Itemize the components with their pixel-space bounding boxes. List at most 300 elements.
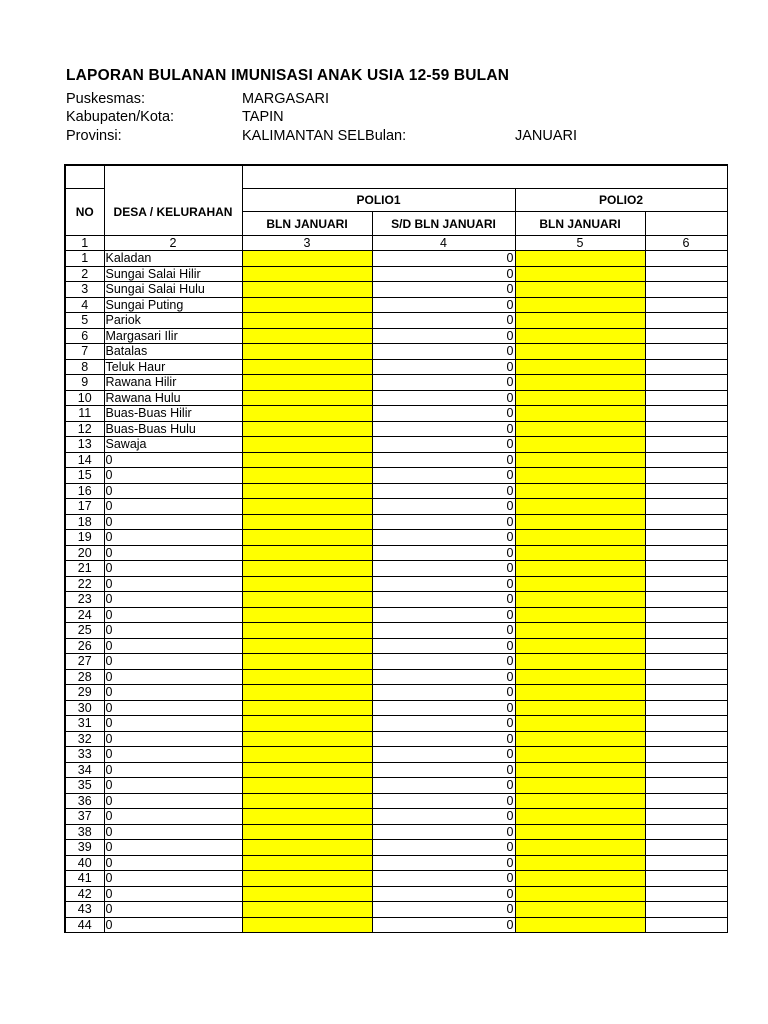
table-row — [65, 592, 727, 608]
row-polio1-sd-value: 0 — [372, 716, 515, 732]
row-polio1-sd-value: 0 — [372, 793, 515, 809]
row-no: 24 — [65, 607, 104, 623]
row-no: 19 — [65, 530, 104, 546]
row-polio1-sd-value: 0 — [372, 313, 515, 329]
table-row — [65, 716, 727, 732]
row-desa: 0 — [104, 592, 242, 608]
report-title: LAPORAN BULANAN IMUNISASI ANAK USIA 12-59 BULAN — [66, 67, 510, 84]
row-polio1-bln-input[interactable] — [242, 483, 372, 499]
row-desa: Kaladan — [104, 251, 242, 267]
row-desa: 0 — [104, 452, 242, 468]
row-polio1-sd-value: 0 — [372, 359, 515, 375]
row-polio2-next — [645, 266, 727, 282]
row-polio1-sd-value: 0 — [372, 251, 515, 267]
row-no: 43 — [65, 902, 104, 918]
row-polio1-bln-input[interactable] — [242, 545, 372, 561]
row-desa: Pariok — [104, 313, 242, 329]
row-polio2-bln-input[interactable] — [515, 731, 645, 747]
table-row — [65, 437, 727, 453]
row-no: 6 — [65, 328, 104, 344]
row-polio1-sd-value: 0 — [372, 545, 515, 561]
row-no: 30 — [65, 700, 104, 716]
row-polio2-next — [645, 731, 727, 747]
row-desa: 0 — [104, 809, 242, 825]
row-polio2-next — [645, 669, 727, 685]
row-polio2-next — [645, 592, 727, 608]
row-polio2-next — [645, 576, 727, 592]
row-polio2-next — [645, 313, 727, 329]
row-polio2-bln-input[interactable] — [515, 793, 645, 809]
table-body — [65, 251, 727, 933]
row-polio2-bln-input[interactable] — [515, 545, 645, 561]
row-polio1-bln-input[interactable] — [242, 654, 372, 670]
row-desa: 0 — [104, 545, 242, 561]
row-polio2-bln-input[interactable] — [515, 654, 645, 670]
row-polio2-next — [645, 917, 727, 933]
row-desa: 0 — [104, 824, 242, 840]
row-polio2-bln-input[interactable] — [515, 623, 645, 639]
row-polio1-bln-input[interactable] — [242, 514, 372, 530]
row-desa: 0 — [104, 855, 242, 871]
row-polio2-bln-input[interactable] — [515, 282, 645, 298]
row-polio2-bln-input[interactable] — [515, 251, 645, 267]
row-polio1-bln-input[interactable] — [242, 855, 372, 871]
table-row — [65, 530, 727, 546]
row-polio1-bln-input[interactable] — [242, 359, 372, 375]
row-polio1-sd-value: 0 — [372, 576, 515, 592]
row-polio1-bln-input[interactable] — [242, 266, 372, 282]
row-polio2-next — [645, 902, 727, 918]
row-desa: 0 — [104, 700, 242, 716]
row-polio1-sd-value: 0 — [372, 762, 515, 778]
row-polio1-sd-value: 0 — [372, 638, 515, 654]
row-no: 39 — [65, 840, 104, 856]
row-polio2-bln-input[interactable] — [515, 716, 645, 732]
row-polio2-next — [645, 437, 727, 453]
row-polio2-bln-input[interactable] — [515, 530, 645, 546]
table-row — [65, 576, 727, 592]
row-polio2-bln-input[interactable] — [515, 607, 645, 623]
table-row — [65, 375, 727, 391]
row-polio2-next — [645, 855, 727, 871]
row-polio1-sd-value: 0 — [372, 390, 515, 406]
row-desa: 0 — [104, 638, 242, 654]
row-no: 15 — [65, 468, 104, 484]
row-polio2-bln-input[interactable] — [515, 561, 645, 577]
row-no: 34 — [65, 762, 104, 778]
row-polio1-sd-value: 0 — [372, 700, 515, 716]
row-polio1-bln-input[interactable] — [242, 886, 372, 902]
row-polio2-next — [645, 685, 727, 701]
row-polio2-next — [645, 452, 727, 468]
row-no: 27 — [65, 654, 104, 670]
row-polio1-sd-value: 0 — [372, 328, 515, 344]
table-row — [65, 902, 727, 918]
row-no: 33 — [65, 747, 104, 763]
row-polio2-next — [645, 871, 727, 887]
row-no: 32 — [65, 731, 104, 747]
row-no: 41 — [65, 871, 104, 887]
row-no: 36 — [65, 793, 104, 809]
row-no: 29 — [65, 685, 104, 701]
table-row — [65, 452, 727, 468]
row-no: 18 — [65, 514, 104, 530]
row-polio2-bln-input[interactable] — [515, 809, 645, 825]
row-polio2-next — [645, 638, 727, 654]
row-desa: Sungai Salai Hilir — [104, 266, 242, 282]
row-polio1-bln-input[interactable] — [242, 762, 372, 778]
row-polio1-sd-value: 0 — [372, 747, 515, 763]
col-number-2: 2 — [104, 236, 242, 251]
row-no: 17 — [65, 499, 104, 515]
row-polio2-bln-input[interactable] — [515, 421, 645, 437]
header-top-no — [65, 165, 104, 189]
row-polio1-sd-value: 0 — [372, 902, 515, 918]
row-polio1-bln-input[interactable] — [242, 747, 372, 763]
row-polio1-sd-value: 0 — [372, 685, 515, 701]
header-polio2: POLIO2 — [515, 189, 727, 212]
row-polio1-bln-input[interactable] — [242, 297, 372, 313]
row-polio2-bln-input[interactable] — [515, 871, 645, 887]
row-polio1-sd-value: 0 — [372, 917, 515, 933]
row-polio1-bln-input[interactable] — [242, 902, 372, 918]
table-row — [65, 421, 727, 437]
row-polio2-bln-input[interactable] — [515, 483, 645, 499]
table-row — [65, 359, 727, 375]
row-desa: 0 — [104, 902, 242, 918]
row-polio2-next — [645, 328, 727, 344]
row-polio1-bln-input[interactable] — [242, 840, 372, 856]
row-polio2-bln-input[interactable] — [515, 824, 645, 840]
row-polio2-next — [645, 716, 727, 732]
row-desa: 0 — [104, 468, 242, 484]
col-number-1: 1 — [65, 236, 104, 251]
row-polio1-sd-value: 0 — [372, 483, 515, 499]
row-polio2-bln-input[interactable] — [515, 437, 645, 453]
row-polio1-bln-input[interactable] — [242, 669, 372, 685]
row-polio2-next — [645, 251, 727, 267]
row-desa: 0 — [104, 514, 242, 530]
row-polio2-bln-input[interactable] — [515, 747, 645, 763]
row-no: 7 — [65, 344, 104, 360]
row-polio1-sd-value: 0 — [372, 468, 515, 484]
row-no: 23 — [65, 592, 104, 608]
table-row — [65, 561, 727, 577]
table-row — [65, 607, 727, 623]
row-desa: 0 — [104, 917, 242, 933]
col-number-4: 4 — [372, 236, 515, 251]
table-row — [65, 282, 727, 298]
row-polio1-bln-input[interactable] — [242, 778, 372, 794]
row-no: 12 — [65, 421, 104, 437]
row-polio2-bln-input[interactable] — [515, 685, 645, 701]
row-polio2-bln-input[interactable] — [515, 328, 645, 344]
row-polio1-bln-input[interactable] — [242, 623, 372, 639]
row-no: 11 — [65, 406, 104, 422]
row-polio2-next — [645, 390, 727, 406]
row-polio1-bln-input[interactable] — [242, 824, 372, 840]
row-polio2-bln-input[interactable] — [515, 375, 645, 391]
table-row — [65, 871, 727, 887]
row-polio2-next — [645, 762, 727, 778]
row-desa: 0 — [104, 499, 242, 515]
row-desa: 0 — [104, 886, 242, 902]
table-row — [65, 685, 727, 701]
row-polio1-sd-value: 0 — [372, 344, 515, 360]
table-row — [65, 328, 727, 344]
row-polio1-bln-input[interactable] — [242, 638, 372, 654]
row-desa: Rawana Hilir — [104, 375, 242, 391]
row-polio1-bln-input[interactable] — [242, 607, 372, 623]
table-row — [65, 638, 727, 654]
table-row — [65, 917, 727, 933]
table-row — [65, 390, 727, 406]
row-polio1-bln-input[interactable] — [242, 452, 372, 468]
col-number-6: 6 — [645, 236, 727, 251]
row-desa: 0 — [104, 685, 242, 701]
row-desa: Batalas — [104, 344, 242, 360]
row-polio1-bln-input[interactable] — [242, 282, 372, 298]
row-no: 42 — [65, 886, 104, 902]
row-polio2-bln-input[interactable] — [515, 576, 645, 592]
row-polio1-bln-input[interactable] — [242, 468, 372, 484]
row-polio2-next — [645, 654, 727, 670]
row-polio2-bln-input[interactable] — [515, 468, 645, 484]
row-polio2-bln-input[interactable] — [515, 344, 645, 360]
row-no: 37 — [65, 809, 104, 825]
row-polio2-next — [645, 483, 727, 499]
row-polio1-sd-value: 0 — [372, 623, 515, 639]
row-polio2-next — [645, 840, 727, 856]
row-desa: 0 — [104, 654, 242, 670]
row-no: 8 — [65, 359, 104, 375]
row-desa: Margasari Ilir — [104, 328, 242, 344]
row-polio1-bln-input[interactable] — [242, 592, 372, 608]
row-no: 26 — [65, 638, 104, 654]
row-polio2-bln-input[interactable] — [515, 917, 645, 933]
row-polio2-bln-input[interactable] — [515, 762, 645, 778]
row-polio2-bln-input[interactable] — [515, 313, 645, 329]
row-polio1-bln-input[interactable] — [242, 406, 372, 422]
header-polio1: POLIO1 — [242, 189, 515, 212]
row-polio1-sd-value: 0 — [372, 406, 515, 422]
row-polio2-bln-input[interactable] — [515, 297, 645, 313]
table-row — [65, 514, 727, 530]
row-no: 38 — [65, 824, 104, 840]
row-polio1-sd-value: 0 — [372, 421, 515, 437]
row-no: 5 — [65, 313, 104, 329]
row-polio1-sd-value: 0 — [372, 840, 515, 856]
table-row — [65, 545, 727, 561]
row-polio2-bln-input[interactable] — [515, 778, 645, 794]
table-row — [65, 824, 727, 840]
row-desa: Sungai Salai Hulu — [104, 282, 242, 298]
row-polio2-next — [645, 375, 727, 391]
row-polio1-bln-input[interactable] — [242, 561, 372, 577]
row-desa: 0 — [104, 762, 242, 778]
table-row — [65, 468, 727, 484]
row-polio2-bln-input[interactable] — [515, 390, 645, 406]
header-no: NO — [65, 189, 104, 236]
table-row — [65, 793, 727, 809]
kabupaten-value: TAPIN — [242, 109, 284, 125]
row-polio1-bln-input[interactable] — [242, 917, 372, 933]
row-desa: 0 — [104, 576, 242, 592]
row-polio1-sd-value: 0 — [372, 375, 515, 391]
row-no: 4 — [65, 297, 104, 313]
row-polio2-next — [645, 793, 727, 809]
table-row — [65, 762, 727, 778]
row-no: 3 — [65, 282, 104, 298]
row-polio1-sd-value: 0 — [372, 452, 515, 468]
row-no: 9 — [65, 375, 104, 391]
row-desa: 0 — [104, 483, 242, 499]
row-polio1-bln-input[interactable] — [242, 328, 372, 344]
table-row — [65, 840, 727, 856]
row-polio1-bln-input[interactable] — [242, 530, 372, 546]
row-polio1-bln-input[interactable] — [242, 809, 372, 825]
row-no: 40 — [65, 855, 104, 871]
row-polio1-sd-value: 0 — [372, 886, 515, 902]
row-polio2-next — [645, 468, 727, 484]
row-no: 21 — [65, 561, 104, 577]
row-desa: 0 — [104, 871, 242, 887]
row-polio2-next — [645, 297, 727, 313]
table-row — [65, 344, 727, 360]
row-polio1-sd-value: 0 — [372, 297, 515, 313]
header-bln-januari-2: BLN JANUARI — [515, 212, 645, 236]
row-polio2-next — [645, 824, 727, 840]
col-number-5: 5 — [515, 236, 645, 251]
row-polio2-next — [645, 344, 727, 360]
row-polio1-sd-value: 0 — [372, 514, 515, 530]
row-polio2-next — [645, 607, 727, 623]
row-polio1-bln-input[interactable] — [242, 375, 372, 391]
table-row — [65, 809, 727, 825]
row-polio1-sd-value: 0 — [372, 778, 515, 794]
row-polio2-bln-input[interactable] — [515, 406, 645, 422]
row-polio2-bln-input[interactable] — [515, 669, 645, 685]
row-polio1-bln-input[interactable] — [242, 576, 372, 592]
table-row — [65, 747, 727, 763]
row-polio2-bln-input[interactable] — [515, 514, 645, 530]
row-polio1-bln-input[interactable] — [242, 390, 372, 406]
row-polio2-next — [645, 561, 727, 577]
immunization-table — [64, 164, 728, 933]
row-polio1-sd-value: 0 — [372, 282, 515, 298]
row-polio2-bln-input[interactable] — [515, 592, 645, 608]
row-no: 13 — [65, 437, 104, 453]
row-polio2-next — [645, 359, 727, 375]
row-polio1-sd-value: 0 — [372, 855, 515, 871]
row-polio1-bln-input[interactable] — [242, 344, 372, 360]
table-row — [65, 778, 727, 794]
row-polio2-bln-input[interactable] — [515, 638, 645, 654]
row-polio1-bln-input[interactable] — [242, 499, 372, 515]
row-desa: Buas-Buas Hilir — [104, 406, 242, 422]
row-polio1-bln-input[interactable] — [242, 437, 372, 453]
row-polio1-bln-input[interactable] — [242, 313, 372, 329]
row-polio1-bln-input[interactable] — [242, 871, 372, 887]
header-top-blank — [242, 165, 727, 189]
row-desa: 0 — [104, 669, 242, 685]
row-polio2-bln-input[interactable] — [515, 840, 645, 856]
row-polio2-next — [645, 623, 727, 639]
row-polio2-next — [645, 499, 727, 515]
row-polio2-next — [645, 421, 727, 437]
header-desa: DESA / KELURAHAN — [104, 189, 242, 236]
table-row — [65, 251, 727, 267]
row-polio2-bln-input[interactable] — [515, 452, 645, 468]
row-desa: 0 — [104, 561, 242, 577]
table-row — [65, 266, 727, 282]
row-polio1-bln-input[interactable] — [242, 716, 372, 732]
row-polio2-next — [645, 514, 727, 530]
row-polio2-next — [645, 809, 727, 825]
provinsi-value: KALIMANTAN SELBulan: — [242, 128, 407, 144]
row-polio1-sd-value: 0 — [372, 669, 515, 685]
row-polio1-sd-value: 0 — [372, 266, 515, 282]
row-polio2-bln-input[interactable] — [515, 359, 645, 375]
row-polio1-bln-input[interactable] — [242, 685, 372, 701]
row-polio1-sd-value: 0 — [372, 530, 515, 546]
row-polio1-bln-input[interactable] — [242, 700, 372, 716]
table-row — [65, 623, 727, 639]
row-polio1-bln-input[interactable] — [242, 251, 372, 267]
table-row — [65, 700, 727, 716]
row-polio1-sd-value: 0 — [372, 561, 515, 577]
puskesmas-label: Puskesmas: — [66, 91, 145, 107]
row-desa: Teluk Haur — [104, 359, 242, 375]
row-polio2-bln-input[interactable] — [515, 855, 645, 871]
header-next-col — [645, 212, 727, 236]
row-polio2-bln-input[interactable] — [515, 266, 645, 282]
kabupaten-label: Kabupaten/Kota: — [66, 109, 175, 125]
row-desa: 0 — [104, 747, 242, 763]
table-row — [65, 654, 727, 670]
row-desa: 0 — [104, 731, 242, 747]
row-polio1-bln-input[interactable] — [242, 421, 372, 437]
row-polio2-bln-input[interactable] — [515, 902, 645, 918]
row-polio2-bln-input[interactable] — [515, 700, 645, 716]
row-no: 25 — [65, 623, 104, 639]
row-polio2-bln-input[interactable] — [515, 499, 645, 515]
row-no: 14 — [65, 452, 104, 468]
row-polio1-sd-value: 0 — [372, 607, 515, 623]
table-row — [65, 855, 727, 871]
table-row — [65, 731, 727, 747]
row-polio1-bln-input[interactable] — [242, 731, 372, 747]
row-polio1-sd-value: 0 — [372, 499, 515, 515]
row-desa: Sawaja — [104, 437, 242, 453]
row-polio2-bln-input[interactable] — [515, 886, 645, 902]
row-desa: 0 — [104, 623, 242, 639]
row-polio2-next — [645, 747, 727, 763]
row-no: 44 — [65, 917, 104, 933]
row-polio2-next — [645, 282, 727, 298]
row-polio1-bln-input[interactable] — [242, 793, 372, 809]
row-polio1-sd-value: 0 — [372, 824, 515, 840]
row-polio1-sd-value: 0 — [372, 654, 515, 670]
table-row — [65, 313, 727, 329]
table-row — [65, 483, 727, 499]
row-polio2-next — [645, 545, 727, 561]
col-number-3: 3 — [242, 236, 372, 251]
row-desa: Rawana Hulu — [104, 390, 242, 406]
row-polio1-sd-value: 0 — [372, 871, 515, 887]
row-polio2-next — [645, 530, 727, 546]
row-polio1-sd-value: 0 — [372, 809, 515, 825]
